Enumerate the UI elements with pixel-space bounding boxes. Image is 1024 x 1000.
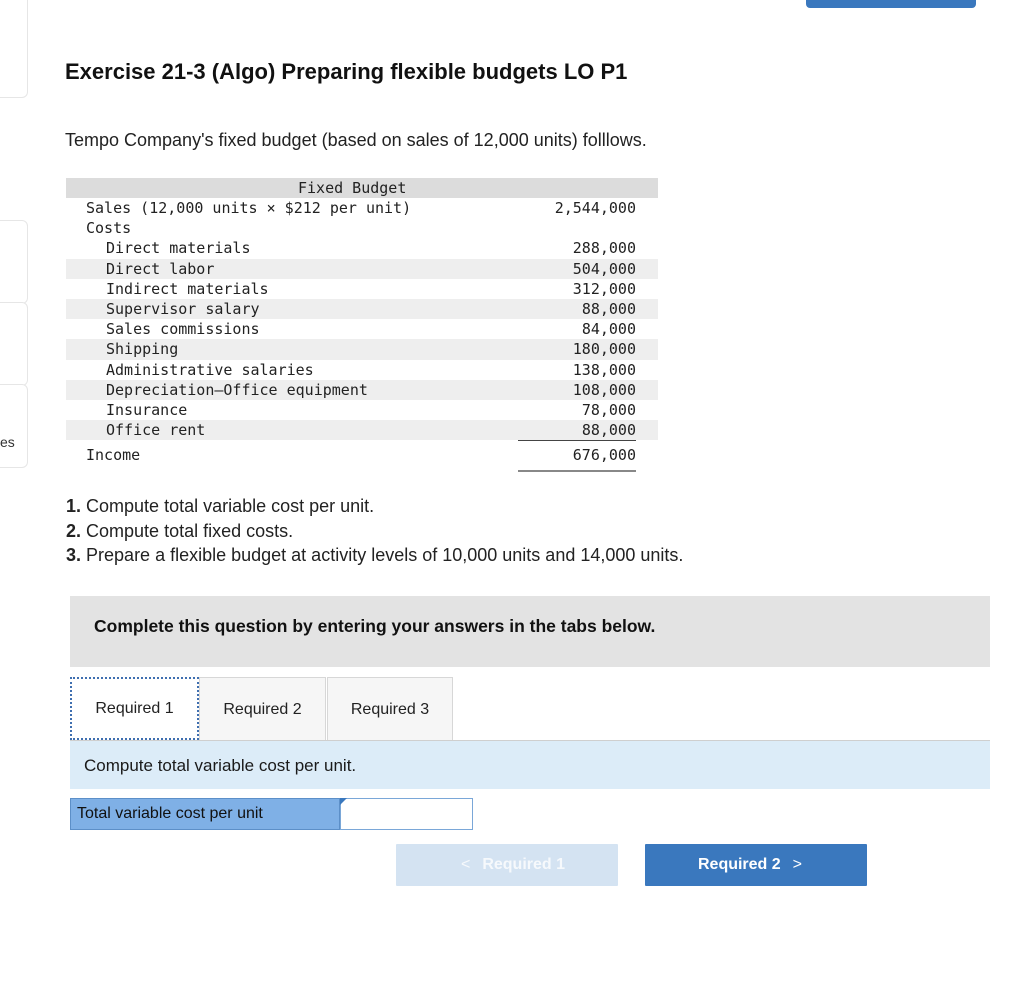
costs-label: Costs [86,219,132,238]
next-required-button[interactable] [645,844,867,886]
input-marker-icon [340,798,347,805]
sales-amount: 2,544,000 [554,199,636,217]
cost-amount: 180,000 [572,340,636,359]
requirement-number: 1. [66,496,82,516]
requirements-list [66,494,683,568]
sales-label: Sales (12,000 units × $212 per unit) [86,199,412,217]
requirement-item [66,543,683,568]
budget-sales-row [66,198,658,218]
cost-amount: 78,000 [581,400,636,419]
cost-row [66,279,658,299]
cost-amount: 84,000 [581,320,636,339]
requirement-text: Compute total variable cost per unit. [86,496,375,516]
top-action-button[interactable] [806,0,976,8]
prev-required-button[interactable] [396,844,618,886]
instruction-text: Complete this question by entering your answers in the tabs below. [94,616,656,636]
requirement-text: Compute total fixed costs. [86,520,294,541]
cost-row [66,360,658,380]
cost-row [66,259,658,279]
sidebar-card-top [0,0,28,98]
tab-required-2[interactable]: Required 2 [199,677,326,740]
page-title: Exercise 21-3 (Algo) Preparing flexible budgets LO P1 [65,59,628,84]
requirement-item [66,494,683,519]
cost-label: Direct materials [106,239,251,258]
cost-row [66,319,658,339]
cost-label: Shipping [106,340,179,359]
cost-amount: 108,000 [572,380,636,399]
prev-button-label: Required 1 [482,856,566,873]
cost-label: Indirect materials [106,279,269,298]
sidebar-card-3[interactable] [0,384,28,468]
chevron-left-icon: < [460,856,471,873]
budget-costs-row [66,218,658,238]
cost-amount: 88,000 [581,299,636,318]
cost-amount: 504,000 [572,259,636,278]
tab-required-1[interactable]: Required 1 [70,677,199,740]
budget-income-row [66,440,658,468]
cost-row [66,380,658,400]
cost-label: Administrative salaries [106,360,314,379]
cost-label: Sales commissions [106,320,260,339]
cost-amount: 288,000 [572,239,636,258]
requirement-number: 3. [66,545,82,565]
requirement-item [66,519,683,544]
cost-row [66,400,658,420]
question-bar [70,741,990,789]
cost-label: Supervisor salary [106,299,260,318]
cost-label: Direct labor [106,259,215,278]
answer-input-cell[interactable] [340,798,473,830]
cost-label: Insurance [106,400,188,419]
cost-amount: 312,000 [572,279,636,298]
tab-required-3[interactable]: Required 3 [327,677,453,740]
cost-amount: 138,000 [572,360,636,379]
instruction-banner [70,596,990,667]
total-variable-cost-input[interactable] [341,799,476,831]
budget-header: Fixed Budget [298,179,407,197]
cost-row [66,238,658,258]
fixed-budget-table [66,178,658,468]
chevron-right-icon: > [792,856,803,873]
cost-row [66,420,658,440]
cost-row [66,339,658,359]
sidebar-card-2[interactable] [0,302,28,386]
answer-label: Total variable cost per unit [70,798,340,830]
cost-row [66,299,658,319]
cost-amount: 88,000 [518,420,636,441]
question-text: Compute total variable cost per unit. [84,756,357,775]
sidebar-partial-label: es [0,434,15,450]
requirement-number: 2. [66,520,82,541]
budget-header-row [66,178,658,198]
cost-label: Office rent [106,421,206,440]
next-button-label: Required 2 [697,856,781,873]
cost-label: Depreciation—Office equipment [106,380,368,399]
intro-text: Tempo Company's fixed budget (based on sales of 12,000 units) folllows. [65,130,647,150]
income-amount: 676,000 [518,440,636,472]
requirement-text: Prepare a flexible budget at activity levels of 10,000 units and 14,000 units. [86,545,684,565]
sidebar-card-1[interactable] [0,220,28,304]
income-label: Income [86,446,141,465]
